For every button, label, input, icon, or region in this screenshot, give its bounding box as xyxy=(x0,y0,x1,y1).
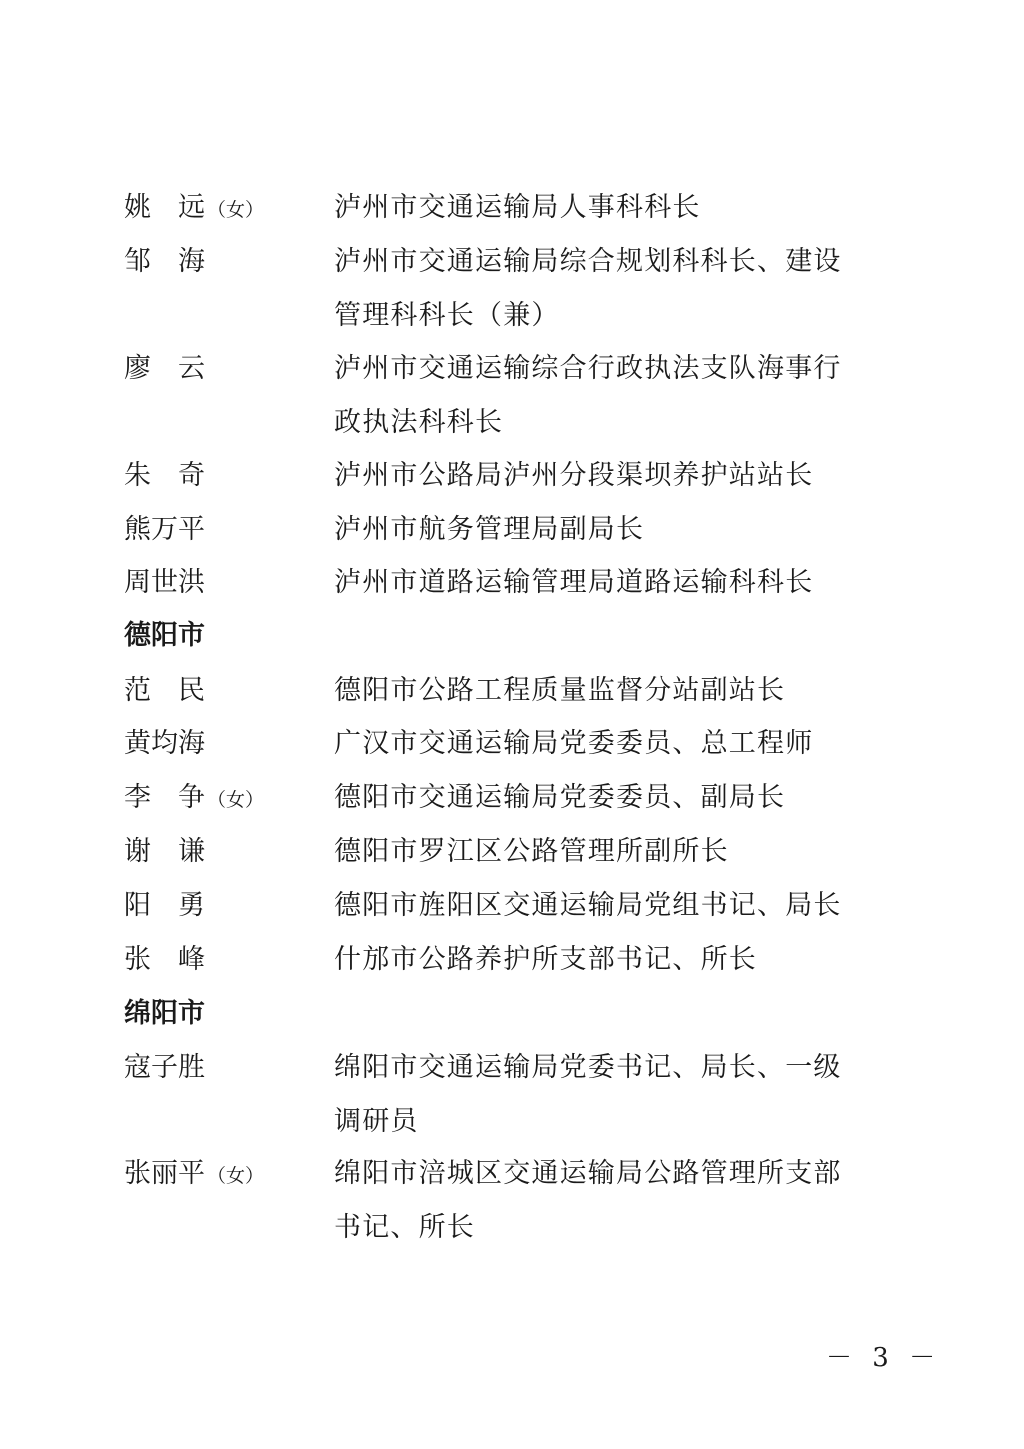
person-name xyxy=(124,503,207,559)
person-title: 德阳市公路工程质量监督分站副站长 xyxy=(334,675,786,706)
name-text: 谢 谦 xyxy=(124,836,205,867)
person-title: 泸州市交通运输局人事科科长 xyxy=(334,192,701,223)
person-title: 绵阳市交通运输局党委书记、局长、一级调研员 xyxy=(334,1052,842,1137)
name-text: 姚 远 xyxy=(124,192,205,223)
person-name xyxy=(124,933,207,989)
person-name xyxy=(124,449,207,505)
section-heading-mianyang: 绵阳市 xyxy=(124,998,205,1029)
gender-note: （女） xyxy=(207,789,265,811)
person-title: 德阳市罗江区公路管理所副所长 xyxy=(334,836,729,867)
person-name xyxy=(124,771,264,827)
person-name xyxy=(124,879,207,935)
person-title: 泸州市道路运输管理局道路运输科科长 xyxy=(334,567,814,598)
person-title: 绵阳市涪城区交通运输局公路管理所支部书记、所长 xyxy=(334,1158,842,1243)
name-text: 廖 云 xyxy=(124,353,205,384)
person-title: 什邡市公路养护所支部书记、所长 xyxy=(334,944,757,975)
name-text: 范 民 xyxy=(124,675,205,706)
person-name xyxy=(124,1147,264,1203)
person-title: 德阳市旌阳区交通运输局党组书记、局长 xyxy=(334,890,842,921)
person-name xyxy=(124,556,207,612)
person-name xyxy=(124,181,264,237)
person-title: 德阳市交通运输局党委委员、副局长 xyxy=(334,782,786,813)
name-text: 周世洪 xyxy=(124,567,205,598)
name-text: 李 争 xyxy=(124,782,205,813)
section-heading-deyang: 德阳市 xyxy=(124,620,205,651)
person-title: 泸州市交通运输局综合规划科科长、建设管理科科长（兼） xyxy=(334,246,842,331)
person-name xyxy=(124,342,207,398)
gender-note: （女） xyxy=(207,1165,265,1187)
person-title: 泸州市航务管理局副局长 xyxy=(334,514,645,545)
name-text: 阳 勇 xyxy=(124,890,205,921)
name-text: 张 峰 xyxy=(124,944,205,975)
name-text: 熊万平 xyxy=(124,514,205,545)
name-text: 朱 奇 xyxy=(124,460,205,491)
person-name xyxy=(124,1041,207,1097)
person-title: 泸州市公路局泸州分段渠坝养护站站长 xyxy=(334,460,814,491)
person-name xyxy=(124,825,207,881)
name-text: 寇子胜 xyxy=(124,1052,205,1083)
person-name xyxy=(124,717,207,773)
gender-note: （女） xyxy=(207,199,265,221)
person-name xyxy=(124,664,207,720)
person-title: 泸州市交通运输综合行政执法支队海事行政执法科科长 xyxy=(334,353,842,438)
page-number: － 3 － xyxy=(826,1343,942,1373)
name-text: 邹 海 xyxy=(124,246,205,277)
name-text: 张丽平 xyxy=(124,1158,205,1189)
person-title: 广汉市交通运输局党委委员、总工程师 xyxy=(334,728,814,759)
name-text: 黄均海 xyxy=(124,728,205,759)
person-name xyxy=(124,235,207,291)
